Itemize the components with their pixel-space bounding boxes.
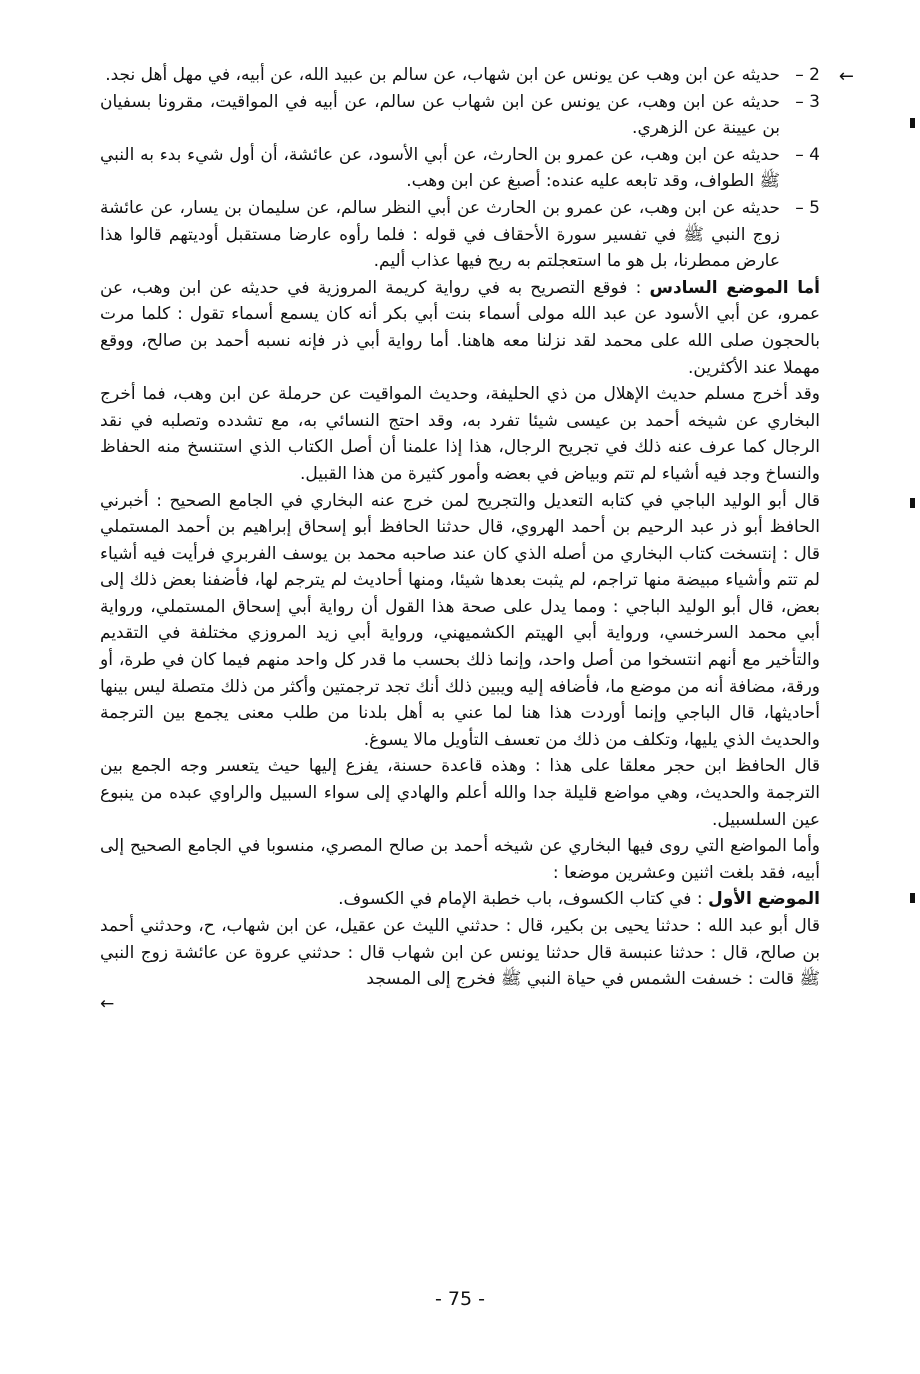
item-number: 4 – (795, 144, 820, 165)
list-item (100, 62, 820, 89)
list-item (100, 89, 820, 142)
paragraph-hadith: قال أبو عبد الله : حدثنا يحيى بن بكير، قال : حدثني الليث عن عقيل، عن ابن شهاب، ح، وحدثني أحمد بن صالح، قال : حدثنا عنبسة قال حدثنا يونس عن ابن شهاب قال : حدثني عروة عن عائشة زوج النبي ﷺ قالت : خسفت الشمس في حياة النبي ﷺ فخرج إلى المسجد (100, 916, 820, 990)
continuation-arrow-top: ← (838, 66, 854, 87)
margin-mark (910, 893, 915, 903)
paragraph-first-place (100, 886, 820, 913)
page-body (100, 62, 820, 1015)
paragraph-places: وأما المواضع التي روى فيها البخاري عن شيخه أحمد بن صالح المصري، منسوبا في الجامع الصحيح إلى أبيه، فقد بلغت اثنين وعشرين موضعا : (100, 836, 820, 883)
list-item (100, 142, 820, 195)
page-number: - 75 - (435, 1288, 485, 1310)
item-number: 3 – (795, 91, 820, 112)
item-number: 5 – (795, 197, 820, 218)
item-text: حديثه عن ابن وهب، عن عمرو بن الحارث عن أبي النظر سالم، عن سليمان بن يسار، عن عائشة زوج النبي ﷺ في تفسير سورة الأحقاف في قوله : فلما رأوه عارضا مستقبل أوديتهم قالوا هذا عارض ممطرنا، بل هو ما استعجلتم به ريح فيها عذاب أليم. (100, 197, 780, 272)
section-heading-first: الموضع الأول (707, 889, 820, 910)
item-text: حديثه عن ابن وهب عن يونس عن ابن شهاب، عن سالم بن عبيد الله، عن أبيه، في مهل أهل نجد. (105, 65, 780, 85)
paragraph-sixth-place (100, 275, 820, 381)
list-item (100, 195, 820, 275)
margin-mark (910, 118, 915, 128)
paragraph-ibn-hajar: قال الحافظ ابن حجر معلقا على هذا : وهذه قاعدة حسنة، يفزع إليها حيث يتعسر وجه الجمع بين الترجمة والحديث، وهي مواضع قليلة جدا والله أعلم والهادي إلى سواء السبيل والراوي عبده من ينبوع عين السلسبيل. (100, 756, 820, 830)
item-number: 2 – (795, 65, 820, 85)
item-text: حديثه عن ابن وهب، عن عمرو بن الحارث، عن أبي الأسود، عن عائشة، أن أول شيء بدء به النبي ﷺ الطواف، وقد تابعه عليه عنده: أصبغ عن ابن وهب. (100, 144, 780, 192)
paragraph-text: : فوقع التصريح به في رواية كريمة المروزية في حديثه عن ابن وهب، عن عمرو، عن أبي الأسود عن عبد الله مولى أسماء بنت أبي بكر أنه كان يسمع أسماء تقول : كلما مرت بالحجون صلى الله على محمد لقد نزلنا معه هاهنا. أما رواية أبي ذر فإنه نسبه أحمد بن صالح، ووقع مهملا عند الأكثرين. (100, 277, 820, 378)
paragraph-text: : في كتاب الكسوف، باب خطبة الإمام في الكسوف. (338, 889, 708, 910)
margin-mark (910, 498, 915, 508)
paragraph-baji: قال أبو الوليد الباجي في كتابه التعديل والتجريح لمن خرج عنه البخاري في الجامع الصحيح : أخبرني الحافظ أبو ذر عبد الرحيم بن أحمد الهروي، قال حدثنا الحافظ أبو إسحاق إبراهيم بن أحمد المستملي قال : إنتسخت كتاب البخاري من أصله الذي كان عند صاحبه محمد بن يوسف الفربري فرأيت فيه أشياء لم تتم وأشياء مبيضة منها تراجم، لم يثبت بعدها شيئا، ومنها أحاديث لم يترجم لها، فأضفنا بعض ذلك إلى بعض، قال أبو الوليد الباجي : ومما يدل على صحة هذا القول أن رواية أبي إسحاق المستملي، ورواية أبي محمد السرخسي، ورواية أبي الهيتم الكشميهني، ورواية أبي زيد المروزي مختلفة في التقديم والتأخير مع أنهم انتسخوا من أصل واحد، وإنما ذلك بحسب ما قدر كل واحد منهم فيما كان في طرة، أو ورقة، مضافة أنه من موضع ما، فأضافه إليه ويبين ذلك أنك تجد ترجمتين وأكثر من ذلك متصلة ليس بينها أحاديثها، قال الباجي وإنما أوردت هذا هنا لما عني به أهل بلدنا من طلب معنى يجمع بين الترجمة والحديث الذي يليها، وتكلف من ذلك من تعسف التأويل مالا يسوغ. (100, 490, 820, 750)
paragraph-muslim: وقد أخرج مسلم حديث الإهلال من ذي الحليفة، وحديث المواقيت عن حرملة عن ابن وهب، فما أخرج البخاري عن شيخه أحمد بن عيسى شيئا تفرد به، وقد احتج النسائي به، مع تشدده وتصلبه في نقد الرجال كما عرف عنه ذلك في تجريح الرجال، هذا إذا علمنا أن أصل الكتاب الذي استنسخ منه الحفاظ والنساخ وجد فيه أشياء لم تتم وبياض في بعضه وأمور كثيرة من هذا القبيل. (100, 384, 820, 484)
item-text: حديثه عن ابن وهب، عن يونس عن ابن شهاب عن سالم، عن أبيه في المواقيت، مقرونا بسفيان بن عيينة عن الزهري. (100, 91, 780, 139)
section-heading-sixth: أما الموضع السادس (649, 277, 820, 298)
continuation-arrow-bottom: ← (100, 993, 115, 1014)
